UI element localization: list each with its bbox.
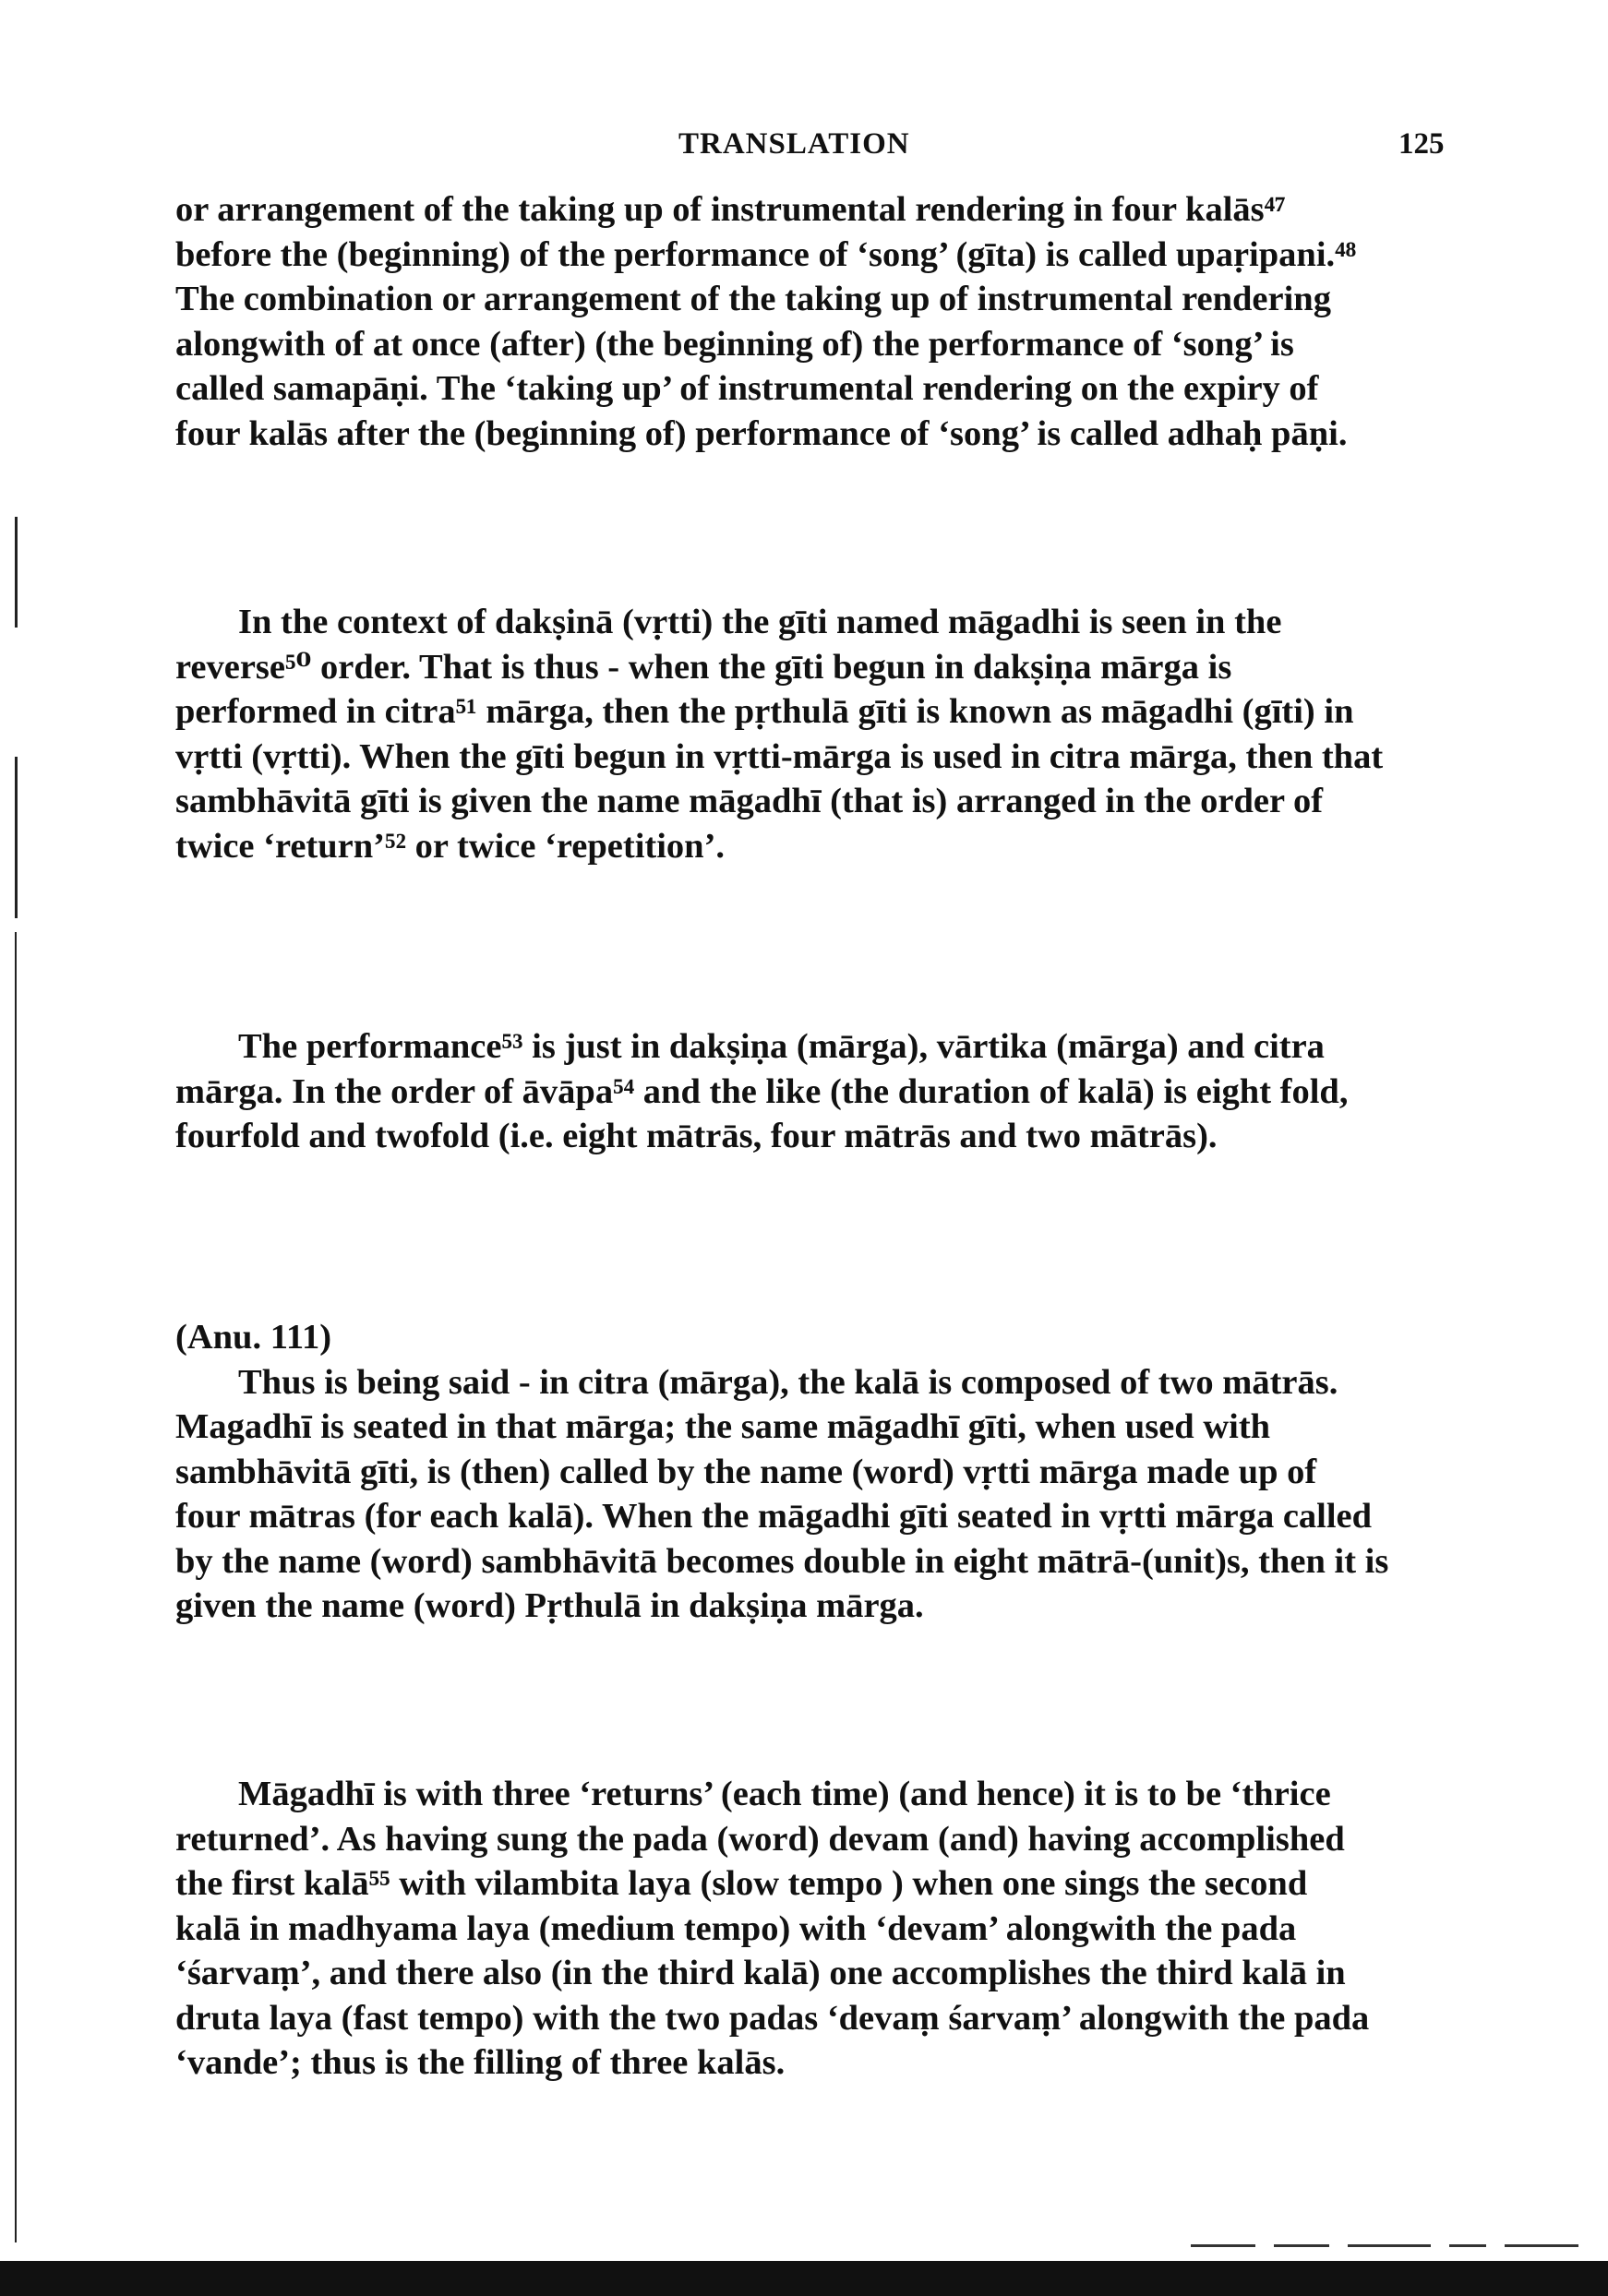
scan-noise	[1191, 2244, 1255, 2247]
text-line: fourfold and twofold (i.e. eight mātrās, four mātrās and two mātrās).	[175, 1117, 1218, 1155]
text-line: the first kalā⁵⁵ with vilambita laya (slow tempo ) when one sings the second	[175, 1864, 1308, 1903]
text-line: or arrangement of the taking up of instrumental rendering in four kalās⁴⁷	[175, 190, 1286, 229]
scan-noise	[1274, 2244, 1329, 2247]
page-number: 125	[1398, 127, 1445, 161]
paragraph-upapani	[175, 187, 1472, 456]
text-line: returned’. As having sung the pada (word) devam (and) having accomplished	[175, 1819, 1345, 1859]
paragraph-performance	[175, 1024, 1472, 1159]
text-line: sambhāvitā gīti, is (then) called by the name (word) vṛtti mārga made up of	[175, 1452, 1317, 1491]
text-line: sambhāvitā gīti is given the name māgadhī (that is) arranged in the order of	[175, 782, 1324, 820]
text-line: Magadhī is seated in that mārga; the same māgadhī gīti, when used with	[175, 1407, 1271, 1446]
paragraph-magadhi	[175, 1772, 1472, 2086]
text-line: druta laya (fast tempo) with the two padas ‘devaṃ śarvaṃ’ alongwith the pada	[175, 1998, 1370, 2038]
text-line: given the name (word) Pṛthulā in dakṣiṇa mārga.	[175, 1586, 924, 1625]
text-line: Thus is being said - in citra (mārga), the kalā is composed of two mātrās.	[238, 1362, 1338, 1402]
section-label: (Anu. 111)	[175, 1318, 332, 1357]
scan-noise	[1449, 2244, 1486, 2247]
scan-noise	[1505, 2244, 1578, 2247]
scan-margin-mark	[15, 932, 17, 2242]
text-line: mārga. In the order of āvāpa⁵⁴ and the like (the duration of kalā) is eight fold,	[175, 1071, 1349, 1111]
scan-margin-mark	[15, 517, 18, 628]
text-line: reverse⁵⁰ order. That is thus - when the gīti begun in dakṣiṇa mārga is	[175, 647, 1232, 687]
text-line: vṛtti (vṛtti). When the gīti begun in vṛtti-mārga is used in citra mārga, then that	[175, 736, 1384, 776]
running-head: TRANSLATION	[678, 127, 910, 161]
scan-margin-mark	[15, 757, 18, 918]
text-line: four mātras (for each kalā). When the māgadhi gīti seated in vṛtti mārga called	[175, 1497, 1373, 1536]
scan-noise	[1348, 2244, 1431, 2247]
text-line: The performance⁵³ is just in dakṣiṇa (mārga), vārtika (mārga) and citra	[238, 1027, 1325, 1066]
text-line: The combination or arrangement of the taking up of instrumental rendering	[175, 280, 1331, 318]
text-line: Māgadhī is with three ‘returns’ (each time) (and hence) it is to be ‘thrice	[238, 1775, 1331, 1813]
text-line: In the context of dakṣinā (vṛtti) the gīti named māgadhi is seen in the	[238, 603, 1282, 641]
text-line: kalā in madhyama laya (medium tempo) with ‘devam’ alongwith the pada	[175, 1908, 1297, 1948]
text-line: ‘vande’; thus is the filling of three kalās.	[175, 2043, 786, 2082]
text-line: four kalās after the (beginning of) performance of ‘song’ is called adhaḥ pāṇi.	[175, 413, 1348, 453]
text-line: twice ‘return’⁵² or twice ‘repetition’.	[175, 826, 726, 866]
text-line: by the name (word) sambhāvitā becomes double in eight mātrā-(unit)s, then it is	[175, 1541, 1389, 1581]
scan-bottom-edge	[0, 2261, 1608, 2296]
text-line: before the (beginning) of the performance of ‘song’ (gīta) is called upaṛipani.⁴⁸	[175, 234, 1357, 274]
text-line: performed in citra⁵¹ mārga, then the pṛthulā gīti is known as māgadhi (gīti) in	[175, 692, 1354, 731]
text-line: called samapāṇi. The ‘taking up’ of instrumental rendering on the expiry of	[175, 369, 1319, 408]
text-line: alongwith of at once (after) (the beginning of) the performance of ‘song’ is	[175, 324, 1294, 364]
paragraph-anu-111	[175, 1315, 1472, 1629]
paragraph-dakshina-vrtti	[175, 600, 1472, 868]
text-line: ‘śarvaṃ’, and there also (in the third kalā) one accomplishes the third kalā in	[175, 1954, 1346, 1992]
